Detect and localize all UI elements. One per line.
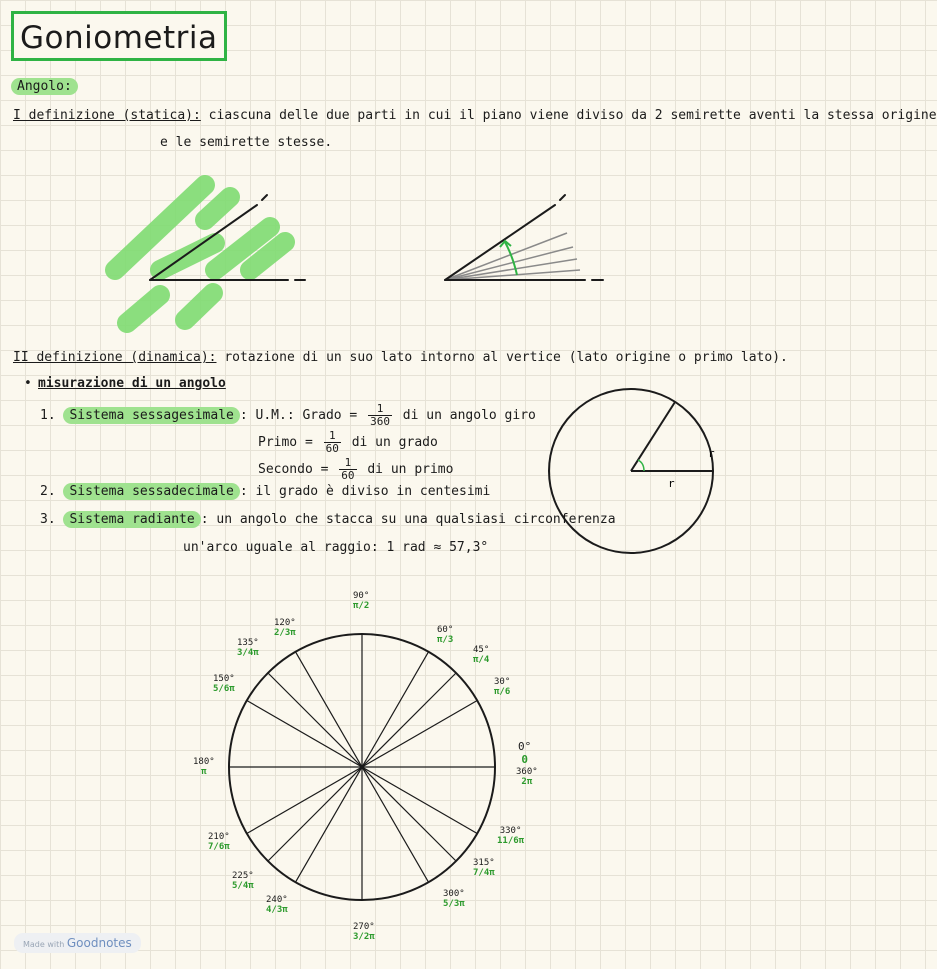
definition-2-label: II definizione (dinamica): <box>13 350 217 365</box>
label-90: 90° π/2 <box>353 591 370 611</box>
dynamic-angle-sketch <box>435 185 610 295</box>
label-270: 270° 3/2π <box>353 922 375 942</box>
label-60: 60° π/3 <box>437 625 454 645</box>
item-2: 2. Sistema sessadecimale : il grado è diviso in centesimi <box>40 484 491 499</box>
static-angle-sketch <box>95 165 325 340</box>
unit-circle <box>225 630 500 905</box>
radius-symbol-1: r <box>668 477 675 490</box>
arco-line: un'arco uguale al raggio: 1 rad ≈ 57,3° <box>183 540 489 555</box>
label-315: 315° 7/4π <box>473 858 495 878</box>
definition-1 <box>13 108 937 123</box>
secondo-line: Secondo = $\frac{1}{60}$ di un primo <box>258 456 454 482</box>
label-180: 180° π <box>193 757 215 777</box>
label-225: 225° 5/4π <box>232 871 254 891</box>
definition-1-label: I definizione (statica): <box>13 108 201 123</box>
bullet: • <box>24 376 32 391</box>
goodnotes-badge[interactable]: Made with Goodnotes <box>14 933 141 953</box>
item-1: 1. Sistema sessagesimale : U.M.: Grado = $\frac{1}{360}$ di un angolo giro <box>40 402 536 428</box>
label-330: 330° 11/6π <box>497 826 525 846</box>
definition-2 <box>13 350 788 365</box>
label-30: 30° π/6 <box>494 677 511 697</box>
label-45: 45° π/4 <box>473 645 490 665</box>
page-title: Goniometria <box>20 20 218 56</box>
label-210: 210° 7/6π <box>208 832 230 852</box>
radius-symbol-2: r <box>708 447 715 460</box>
item-3: 3. Sistema radiante : un angolo che stacca su una qualsiasi circonferenza <box>40 512 616 527</box>
angolo-heading: Angolo: <box>11 79 78 94</box>
definition-1-text: ciascuna delle due parti in cui il piano viene diviso da 2 semirette aventi la stessa origine <box>208 108 937 123</box>
label-240: 240° 4/3π <box>266 895 288 915</box>
definition-1-text-cont: e le semirette stesse. <box>160 135 333 150</box>
label-360: 360° 2π <box>516 767 538 787</box>
label-120: 120° 2/3π <box>274 618 296 638</box>
primo-line: Primo = $\frac{1}{60}$ di un grado <box>258 429 438 455</box>
label-135: 135° 3/4π <box>237 638 259 658</box>
misurazione-heading: misurazione di un angolo <box>38 376 226 391</box>
label-150: 150° 5/6π <box>213 674 235 694</box>
definition-2-text: rotazione di un suo lato intorno al vertice (lato origine o primo lato). <box>224 350 788 365</box>
radian-circle <box>540 385 730 560</box>
label-300: 300° 5/3π <box>443 889 465 909</box>
label-0: 0° 0 <box>518 740 532 766</box>
